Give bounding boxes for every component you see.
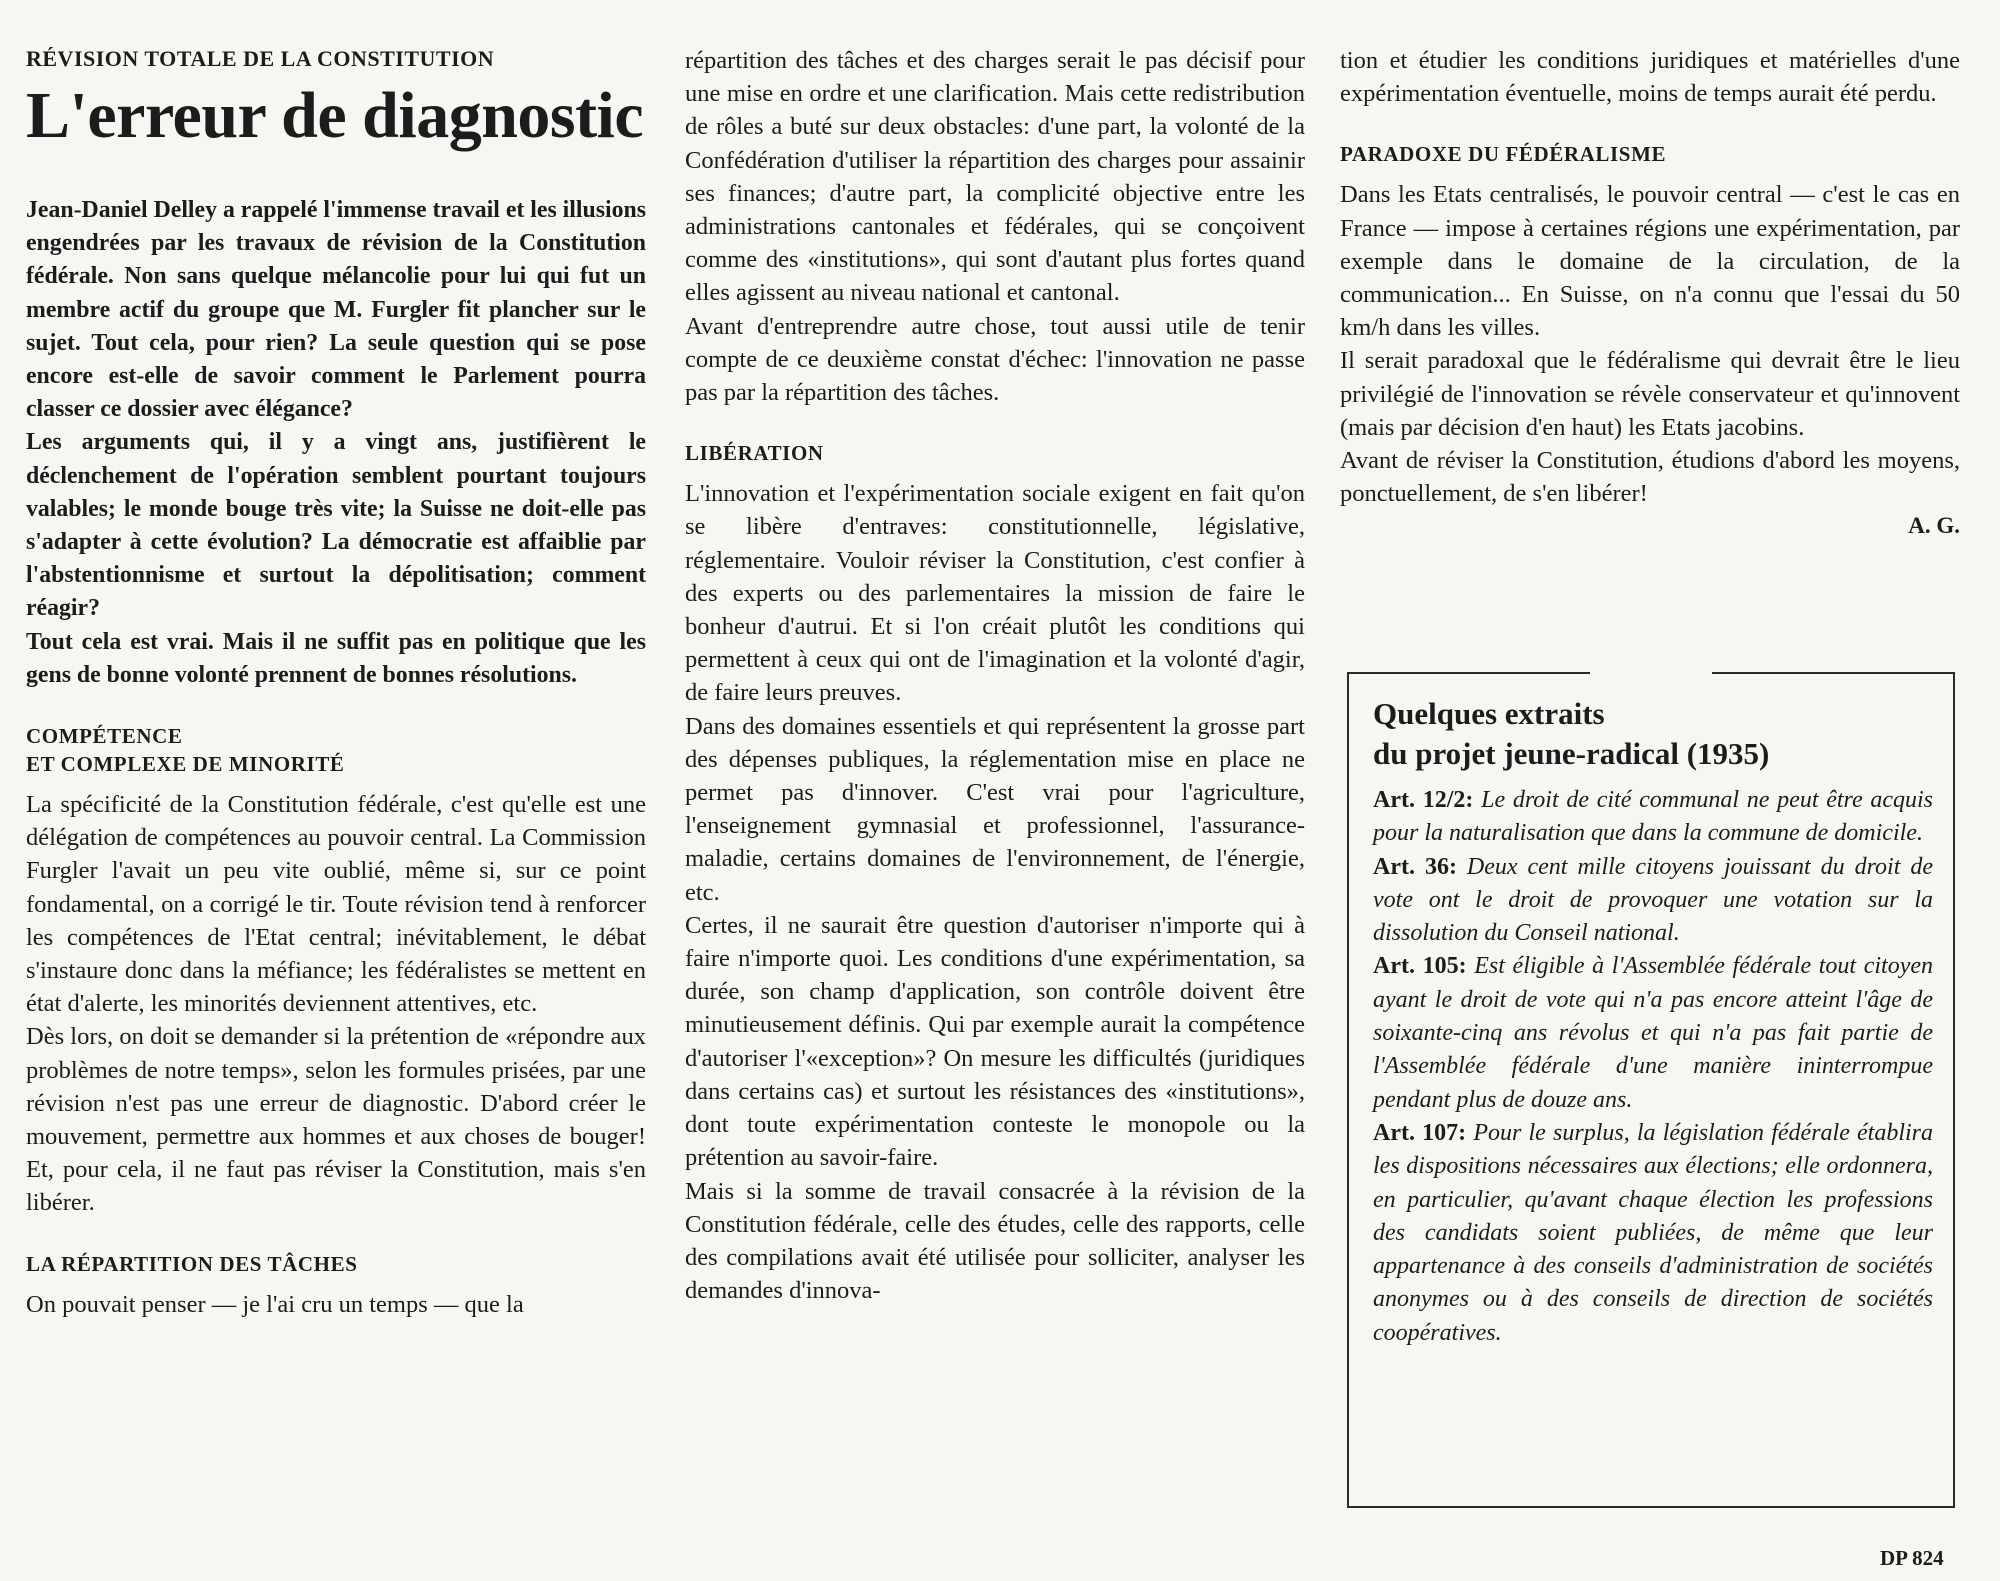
column-2 — [685, 44, 1305, 1307]
section-heading-liberation: LIBÉRATION — [685, 441, 824, 466]
lead-paragraph: Jean-Daniel Delley a rappelé l'immense travail et les illusions engendrées par les travaux de révision de la Constitution fédérale. Non sans quelque mélancolie pour lui qui fut un membre actif du groupe que M. Furgler fit plancher sur le sujet. Tout cela, pour rien? La seule question qui se pose encore est-elle de savoir comment le Parlement pourra classer ce dossier avec élégance? — [26, 197, 646, 423]
extracts-box — [1347, 672, 1955, 1508]
box-border-gap — [1590, 662, 1712, 682]
article-extract: Art. 12/2: Le droit de cité communal ne peut être acquis pour la naturalisation que dans la commune de domicile. — [1373, 787, 1934, 847]
body-paragraph: tion et étudier les conditions juridiques et matérielles d'une expérimentation éventuelle, moins de temps aurait été perdu. — [1340, 47, 1960, 108]
body-paragraph: Certes, il ne saurait être question d'autoriser n'importe qui à faire n'importe quoi. Les conditions d'une expérimentation, sa durée, son champ d'application, son contrôle doivent être minutieusement définis. Qui par exemple aurait la compétence d'autoriser l'«exception»? On mesure les difficultés (juridiques dans certains cas) et surtout les résistances des «institutions», dont toute expérimentation conteste le monopole ou la prétention au savoir-faire. — [685, 911, 1305, 1172]
article-extract: Art. 107: Pour le surplus, la législation fédérale établira les dispositions nécessaires aux élections; elle ordonnera, en particulier, qu'avant chaque élection les professions des candidats soient publiées, de même que leur appartenance à des conseils d'administration de sociétés anonymes ou à des conseils de direction de sociétés coopératives. — [1373, 1119, 1934, 1346]
article-extract: Art. 36: Deux cent mille citoyens jouissant du droit de vote ont le droit de provoquer une votation sur la dissolution du Conseil national. — [1373, 853, 1934, 947]
body-paragraph: Dans des domaines essentiels et qui représentent la grosse part des dépenses publiques, la réglementation mise en place ne permet pas d'innover. C'est vrai pour l'agriculture, l'enseignement gymnasial et professionnel, l'assurance-maladie, certains domaines de l'environnement, de l'énergie, etc. — [685, 712, 1305, 906]
body-paragraph: répartition des tâches et des charges serait le pas décisif pour une mise en ordre et une clarification. Mais cette redistribution de rôles a buté sur deux obstacles: d'une part, la volonté de la Confédération d'utiliser la répartition des charges pour assainir ses finances; d'autre part, la complicité objective entre les administrations cantonales et fédérales, qui se conçoivent comme des «institutions», qui sont d'autant plus fortes quand elles agissent au niveau national et cantonal. — [685, 47, 1305, 307]
article-extract: Art. 105: Est éligible à l'Assemblée fédérale tout citoyen ayant le droit de vote qui n'a pas encore atteint l'âge de soixante-cinq ans révolus et qui n'a pas fait partie de l'Assemblée fédérale d'une manière ininterrompue pendant plus de douze ans. — [1373, 953, 1934, 1113]
page-reference: DP 824 — [1880, 1546, 1944, 1570]
article-title: L'erreur de diagnostic — [26, 79, 644, 152]
lead-paragraph: Tout cela est vrai. Mais il ne suffit pas en politique que les gens de bonne volonté prennent de bonnes résolutions. — [26, 628, 646, 688]
author-signature: A. G. — [1908, 513, 1960, 539]
column-3 — [1340, 44, 1960, 542]
column-1 — [26, 44, 646, 1321]
body-paragraph: Avant de réviser la Constitution, étudions d'abord les moyens, ponctuellement, de s'en libérer! — [1340, 447, 1960, 508]
body-paragraph: On pouvait penser — je l'ai cru un temps — que la — [26, 1290, 524, 1318]
kicker: RÉVISION TOTALE DE LA CONSTITUTION — [26, 46, 495, 71]
lead-paragraph: Les arguments qui, il y a vingt ans, justifièrent le déclenchement de l'opération semblent pourtant toujours valables; le monde bouge très vite; la Suisse ne doit-elle pas s'adapter à cette évolution? La démocratie est affaiblie par l'abstentionnisme et surtout la dépolitisation; comment réagir? — [26, 429, 646, 622]
body-paragraph: Dans les Etats centralisés, le pouvoir central — c'est le cas en France — impose à certaines régions une expérimentation, par exemple dans le domaine de la circulation, de la communication... En Suisse, on n'a connu que l'essai du 50 km/h dans les villes. — [1340, 181, 1960, 342]
lead — [26, 194, 646, 692]
body-paragraph: La spécificité de la Constitution fédérale, c'est qu'elle est une délégation de compétences au pouvoir central. La Commission Furgler l'avait un peu vite oublié, même si, sur ce point fondamental, on a corrigé le tir. Toute révision tend à renforcer les compétences de l'Etat central; inévitablement, le débat s'instaure donc dans la méfiance; les fédéralistes se mettent en état d'alerte, les minorités deviennent attentives, etc. — [26, 791, 646, 1018]
body-paragraph: Dès lors, on doit se demander si la prétention de «répondre aux problèmes de notre temps», selon les formules prisées, par une révision n'est pas une erreur de diagnostic. D'abord créer le mouvement, permettre aux hommes et aux choses de bouger! Et, pour cela, il ne faut pas réviser la Constitution, mais s'en libérer. — [26, 1023, 646, 1217]
section-heading-paradoxe: PARADOXE DU FÉDÉRALISME — [1340, 142, 1667, 167]
section-heading-repartition: LA RÉPARTITION DES TÂCHES — [26, 1251, 358, 1276]
body-paragraph: L'innovation et l'expérimentation sociale exigent en fait qu'on se libère d'entraves: constitutionnelle, législative, réglementaire. Vouloir réviser la Constitution, c'est confier à des experts ou des parlementaires la mission de faire le bonheur d'autrui. Et si l'on créait plutôt les conditions qui permettent à ceux qui ont de l'imagination et la volonté d'agir, de faire leurs preuves. — [685, 480, 1305, 707]
body-paragraph: Il serait paradoxal que le fédéralisme qui devrait être le lieu privilégié de l'innovation se révèle conservateur et qu'innovent (mais par décision d'en haut) les Etats jacobins. — [1340, 347, 1960, 441]
body-paragraph: Mais si la somme de travail consacrée à la révision de la Constitution fédérale, celle des études, celle des rapports, celle des compilations avait été utilisée pour solliciter, analyser les demandes d'innova- — [685, 1177, 1305, 1305]
section-heading-competence: COMPÉTENCE ET COMPLEXE DE MINORITÉ — [26, 724, 345, 777]
extracts-title: Quelques extraits du projet jeune-radical (1935) — [1373, 696, 1770, 771]
body-paragraph: Avant d'entreprendre autre chose, tout aussi utile de tenir compte de ce deuxième constat d'échec: l'innovation ne passe pas par la répartition des tâches. — [685, 312, 1305, 407]
